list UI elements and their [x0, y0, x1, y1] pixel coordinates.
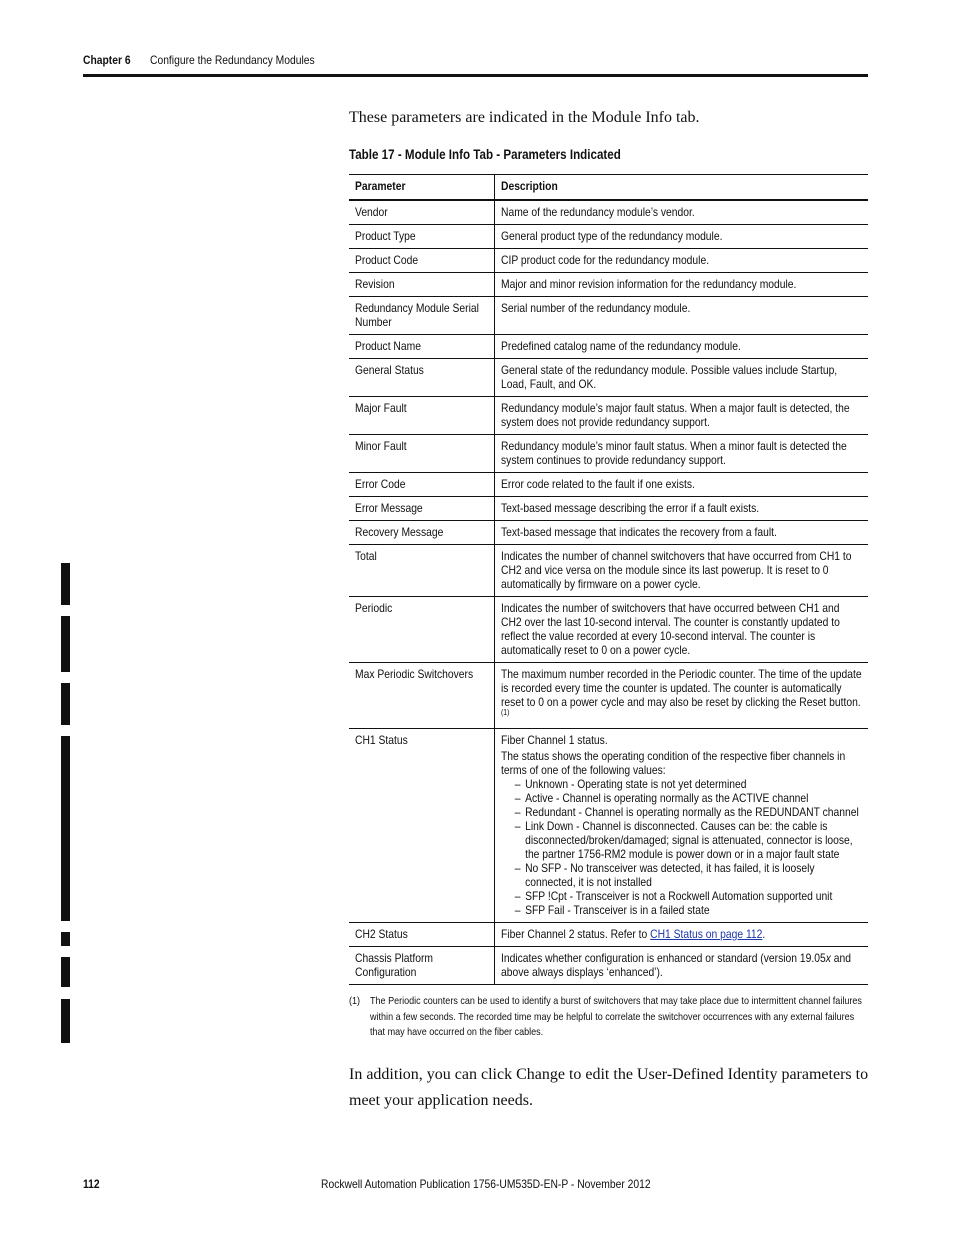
list-item: – Link Down - Channel is disconnected. Causes can be: the cable is disconnected/broken/damaged; signal is attenuated, connector is loose, the partner 1756-RM2 module is power down or in a major fault state: [525, 819, 862, 861]
tab-marker: [61, 736, 70, 921]
parameter-cell: Total: [349, 545, 494, 597]
list-item: – Active - Channel is operating normally as the ACTIVE channel: [525, 791, 862, 805]
description-cell: [494, 947, 868, 985]
table-row: [349, 473, 868, 497]
description-cell: CIP product code for the redundancy module.: [494, 249, 868, 273]
description-cell: Predefined catalog name of the redundancy module.: [494, 335, 868, 359]
chassis-desc-suffix: and above always displays ‘enhanced’).: [500, 951, 851, 979]
description-cell: Name of the redundancy module’s vendor.: [494, 200, 868, 225]
tab-marker: [61, 683, 70, 725]
ch1-desc-intro: The status shows the operating condition of the respective fiber channels in terms of one of the following values:: [500, 749, 845, 777]
footnote-number: (1): [349, 995, 361, 1007]
ch1-desc-line: Fiber Channel 1 status.: [500, 733, 608, 747]
parameter-cell: Minor Fault: [349, 435, 494, 473]
parameter-cell: Recovery Message: [349, 521, 494, 545]
header-rule: [83, 74, 868, 77]
description-cell: General state of the redundancy module. Possible values include Startup, Load, Fault, and OK.: [494, 359, 868, 397]
table-row: [349, 273, 868, 297]
description-cell: Error code related to the fault if one exists.: [494, 473, 868, 497]
table-row: [349, 663, 868, 729]
table-row: [349, 225, 868, 249]
list-item: – Redundant - Channel is operating normally as the REDUNDANT channel: [525, 805, 862, 819]
parameter-cell: Periodic: [349, 597, 494, 663]
table-row-ch1-status: [349, 729, 868, 923]
page-number: 112: [83, 1177, 100, 1191]
footnote-ref: (1): [500, 708, 509, 717]
chapter-label: Chapter 6: [83, 53, 131, 67]
parameter-cell: Max Periodic Switchovers: [349, 663, 494, 729]
list-item: – SFP Fail - Transceiver is in a failed state: [525, 903, 862, 917]
parameter-cell: Product Code: [349, 249, 494, 273]
table-row: [349, 597, 868, 663]
tab-marker: [61, 563, 70, 605]
description-cell: Redundancy module’s minor fault status. When a minor fault is detected the system continues to provide redundancy support.: [494, 435, 868, 473]
ch1-status-link[interactable]: CH1 Status on page 112: [649, 927, 762, 941]
description-cell: Major and minor revision information for the redundancy module.: [494, 273, 868, 297]
description-cell: Redundancy module’s major fault status. When a major fault is detected, the system does not provide redundancy support.: [494, 397, 868, 435]
chassis-desc-text: Indicates whether configuration is enhanced or standard (version 19.05: [500, 951, 826, 965]
table-row: [349, 297, 868, 335]
table-row-ch2-status: [349, 923, 868, 947]
tab-marker: [61, 999, 70, 1043]
ch2-desc-suffix: .: [761, 927, 765, 941]
description-cell: [494, 923, 868, 947]
table-row: [349, 497, 868, 521]
parameter-cell: Redundancy Module Serial Number: [349, 297, 494, 335]
parameter-cell: Chassis Platform Configuration: [349, 947, 494, 985]
column-header-parameter: Parameter: [349, 175, 494, 201]
description-cell: Serial number of the redundancy module.: [494, 297, 868, 335]
table-row: [349, 359, 868, 397]
tab-marker: [61, 932, 70, 946]
table-row: [349, 521, 868, 545]
table-row: [349, 200, 868, 225]
list-item: – No SFP - No transceiver was detected, it has failed, it is loosely connected, it is not installed: [525, 861, 862, 889]
parameter-cell: Vendor: [349, 200, 494, 225]
closing-paragraph: In addition, you can click Change to edit the User-Defined Identity parameters to meet your application needs.: [349, 1066, 869, 1109]
description-cell: [494, 729, 868, 923]
tab-marker: [61, 957, 70, 987]
table-row: [349, 435, 868, 473]
chassis-desc-italic: x: [825, 951, 831, 965]
parameter-cell: Major Fault: [349, 397, 494, 435]
parameter-cell: Revision: [349, 273, 494, 297]
parameter-cell: General Status: [349, 359, 494, 397]
footnote-text: The Periodic counters can be used to identify a burst of switchovers that may take place due to intermittent channel failures within a few seconds. The recorded time may be helpful to correlate the switchover occurrences with any external failures that may have occurred on the fiber cables.: [370, 995, 862, 1038]
list-item: – SFP !Cpt - Transceiver is not a Rockwell Automation supported unit: [525, 889, 862, 903]
list-item: – Unknown - Operating state is not yet determined: [525, 777, 862, 791]
parameter-cell: Product Name: [349, 335, 494, 359]
parameter-cell: Error Message: [349, 497, 494, 521]
parameter-cell: Product Type: [349, 225, 494, 249]
ch1-values-list: [501, 777, 862, 917]
description-cell: General product type of the redundancy module.: [494, 225, 868, 249]
chapter-title: Configure the Redundancy Modules: [150, 53, 315, 67]
table-row: [349, 545, 868, 597]
table-row: [349, 249, 868, 273]
table-row-chassis-platform: [349, 947, 868, 985]
description-cell: Text-based message describing the error if a fault exists.: [494, 497, 868, 521]
parameters-table: [349, 174, 868, 985]
publication-info: Rockwell Automation Publication 1756-UM535D-EN-P - November 2012: [321, 1177, 651, 1191]
table-row: [349, 335, 868, 359]
parameter-cell: CH2 Status: [349, 923, 494, 947]
tab-marker: [61, 616, 70, 672]
description-cell: Text-based message that indicates the recovery from a fault.: [494, 521, 868, 545]
ch2-desc-text: Fiber Channel 2 status. Refer to: [500, 927, 650, 941]
column-header-description: Description: [494, 175, 868, 201]
table-header-row: [349, 175, 868, 201]
parameter-cell: Error Code: [349, 473, 494, 497]
table-caption: Table 17 - Module Info Tab - Parameters Indicated: [349, 147, 621, 162]
intro-paragraph: These parameters are indicated in the Module Info tab.: [349, 109, 700, 126]
description-cell: The maximum number recorded in the Periodic counter. The time of the update is recorded every time the counter is updated. The counter is automatically reset to 0 on a power cycle and may also be reset by clicking the Reset button.$^{(1)}$: [494, 663, 868, 729]
parameter-cell: CH1 Status: [349, 729, 494, 923]
description-cell: Indicates the number of switchovers that have occurred between CH1 and CH2 over the last 10-second interval. The counter is constantly updated to reflect the value recorded at every 10-second interval. The counter is automatically reset to 0 on a power cycle.: [494, 597, 868, 663]
table-row: [349, 397, 868, 435]
description-cell: Indicates the number of channel switchovers that have occurred from CH1 to CH2 and vice versa on the module since its last powerup. It is reset to 0 automatically by firmware on a power cycle.: [494, 545, 868, 597]
